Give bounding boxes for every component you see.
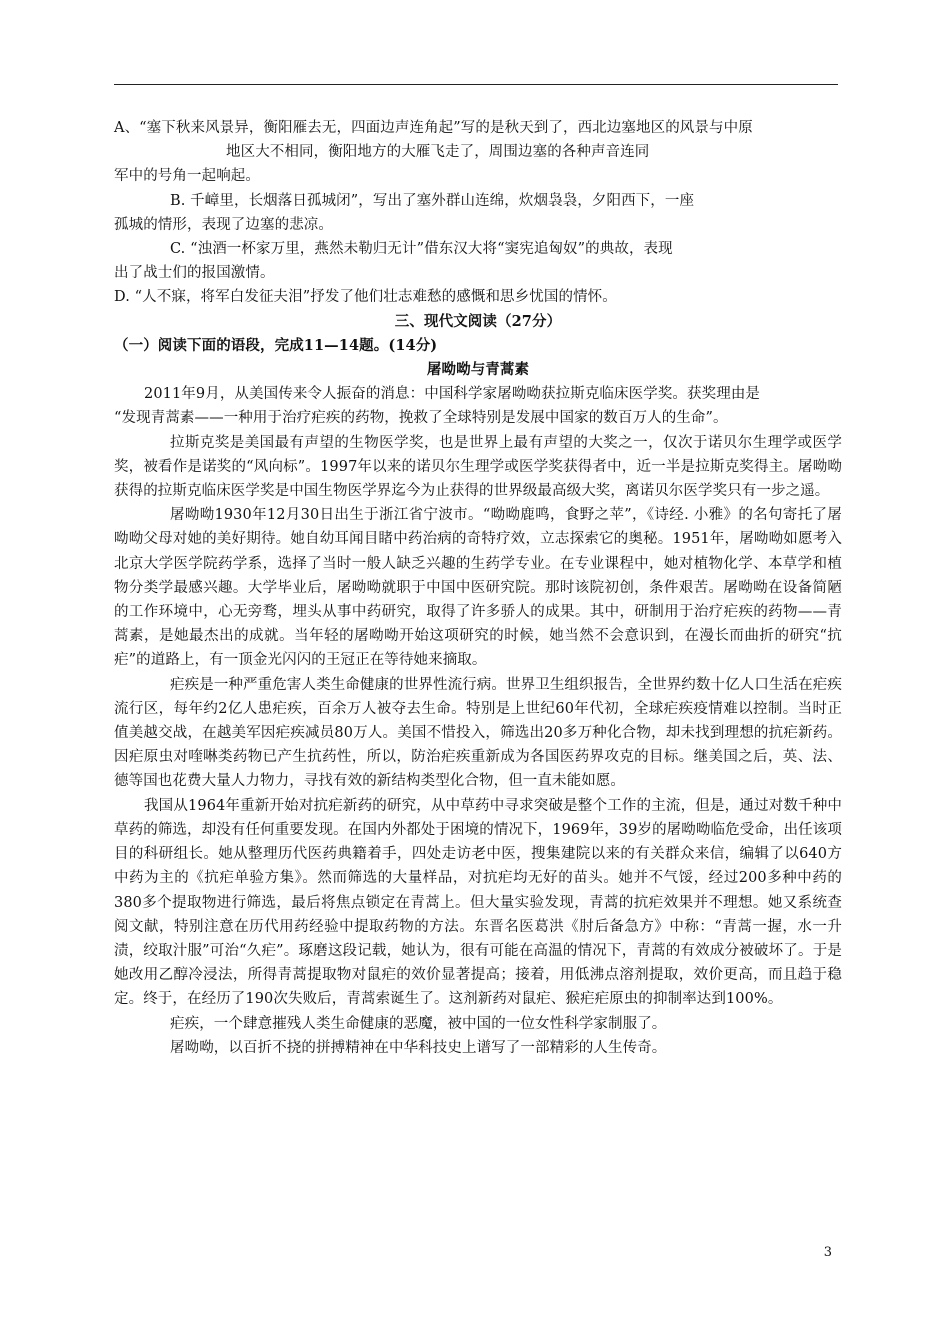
paragraph-4: 疟疾是一种严重危害人类生命健康的世界性流行病。世界卫生组织报告，全世界约数十亿人口生活在疟疾流行区，每年约2亿人患疟疾，百余万人被夺去生命。特别是上世纪60年代初，全球疟疾疫情难以控制。当时正值美越交战，在越美军因疟疾减员80万人。美国不惜投入，筛选出20多万种化合物，却未找到理想的抗疟新药。因疟原虫对喹啉类药物已产生抗药性，所以，防治疟疾重新成为各国医药界攻克的目标。继美国之后，英、法、德等国也花费大量人力物力，寻找有效的新结构类型化合物，但一直未能如愿。 — [114, 676, 842, 790]
paragraph-1-line2: “发现青蒿素——一种用于治疗疟疾的药物，挽救了全球特别是发展中国家的数百万人的生命”。 — [114, 410, 728, 427]
paragraph-1-line1: 2011年9月，从美国传来令人振奋的消息：中国科学家屠呦呦获拉斯克临床医学奖。获奖理由是 — [144, 386, 761, 403]
option-a-line3: 军中的号角一起响起。 — [114, 168, 260, 185]
header-rule — [114, 84, 838, 85]
section-subheading: （一）阅读下面的语段，完成11—14题。(14分) — [114, 336, 438, 354]
page-number: 3 — [823, 1245, 832, 1260]
option-d: D. “人不寐，将军白发征夫泪”抒发了他们壮志难愁的感慨和思乡忧国的情怀。 — [114, 289, 617, 306]
section-heading: 三、现代文阅读（27分） — [394, 312, 562, 330]
page-body — [114, 116, 842, 1060]
paragraph-3: 屠呦呦1930年12月30日出生于浙江省宁波市。“呦呦鹿鸣，食野之苹”，《诗经. 小雅》的名句寄托了屠呦呦父母对她的美好期待。她自幼耳闻目睹中药治病的奇特疗效，立志探索它的奥秘。1951年，屠呦呦如愿考入北京大学医学院药学系，选择了当时一般人缺乏兴趣的生药学专业。在专业课程中，她对植物化学、本草学和植物分类学最感兴趣。大学毕业后，屠呦呦就职于中国中医研究院。那时该院初创，条件艰苦。屠呦呦在设备简陋的工作环境中，心无旁骛，埋头从事中药研究，取得了许多骄人的成果。其中，研制用于治疗疟疾的药物——青蒿素，是她最杰出的成就。当年轻的屠呦呦开始这项研究的时候，她当然不会意识到，在漫长而曲折的研究“抗疟”的道路上，有一顶金光闪闪的王冠正在等待她来摘取。 — [114, 507, 842, 669]
option-c-line2: 出了战士们的报国激情。 — [114, 265, 275, 282]
option-a-line2: 地区大不相同，衡阳地方的大雁飞走了，周围边塞的各种声音连同 — [226, 144, 650, 161]
paragraph-2: 拉斯克奖是美国最有声望的生物医学奖，也是世界上最有声望的大奖之一，仅次于诺贝尔生理学或医学奖，被看作是诺奖的“风向标”。1997年以来的诺贝尔生理学或医学奖获得者中，近一半是拉斯克奖得主。屠呦呦获得的拉斯克临床医学奖是中国生物医学界迄今为止获得的世界级最高级大奖，离诺贝尔医学奖只有一步之遥。 — [114, 434, 842, 500]
paragraph-7: 屠呦呦，以百折不挠的拼搏精神在中华科技史上谱写了一部精彩的人生传奇。 — [170, 1039, 667, 1056]
option-a-line1: A、“塞下秋来风景异，衡阳雁去无，四面边声连角起”写的是秋天到了，西北边塞地区的风景与中原 — [114, 120, 753, 136]
paragraph-5: 我国从1964年重新开始对抗疟新药的研究，从中草药中寻求突破是整个工作的主流，但是，通过对数千种中草药的筛选，却没有任何重要发现。在国内外都处于困境的情况下，1969年，39岁的屠呦呦临危受命，出任该项目的科研组长。她从整理历代医药典籍着手，四处走访老中医，搜集建院以来的有关群众来信，编辑了以640方中药为主的《抗疟单验方集》。然而筛选的大量样品，对抗疟均无好的苗头。她并不气馁，经过200多种中药的380多个提取物进行筛选，最后将焦点锁定在青蒿上。但大量实验发现，青蒿的抗疟效果并不理想。她又系统查阅文献，特别注意在历代用药经验中提取药物的方法。东晋名医葛洪《肘后备急方》中称：“青蒿一握，水一升渍，绞取汁服”可治“久疟”。琢磨这段记载，她认为，很有可能在高温的情况下，青蒿的有效成分被破坏了。于是她改用乙醇冷浸法，所得青蒿提取物对鼠疟的效价显著提高；接着，用低沸点溶剂提取，效价更高，而且趋于稳定。终于，在经历了190次失败后，青蒿索诞生了。这剂新药对鼠疟、猴疟疟原虫的抑制率达到100%。 — [114, 797, 842, 1008]
option-b-line1: B. 千嶂里，长烟落日孤城闭”，写出了塞外群山连绵，炊烟袅袅，夕阳西下，一座 — [170, 192, 695, 209]
article-title: 屠呦呦与青蒿素 — [426, 361, 530, 379]
paragraph-6: 疟疾，一个肆意摧残人类生命健康的恶魔，被中国的一位女性科学家制服了。 — [170, 1015, 667, 1032]
option-b-line2: 孤城的情形，表现了边塞的悲凉。 — [114, 216, 333, 233]
option-c-line1: C. “浊酒一杯家万里，燕然未勒归无计”借东汉大将“窦宪追匈奴”的典故，表现 — [170, 241, 673, 258]
